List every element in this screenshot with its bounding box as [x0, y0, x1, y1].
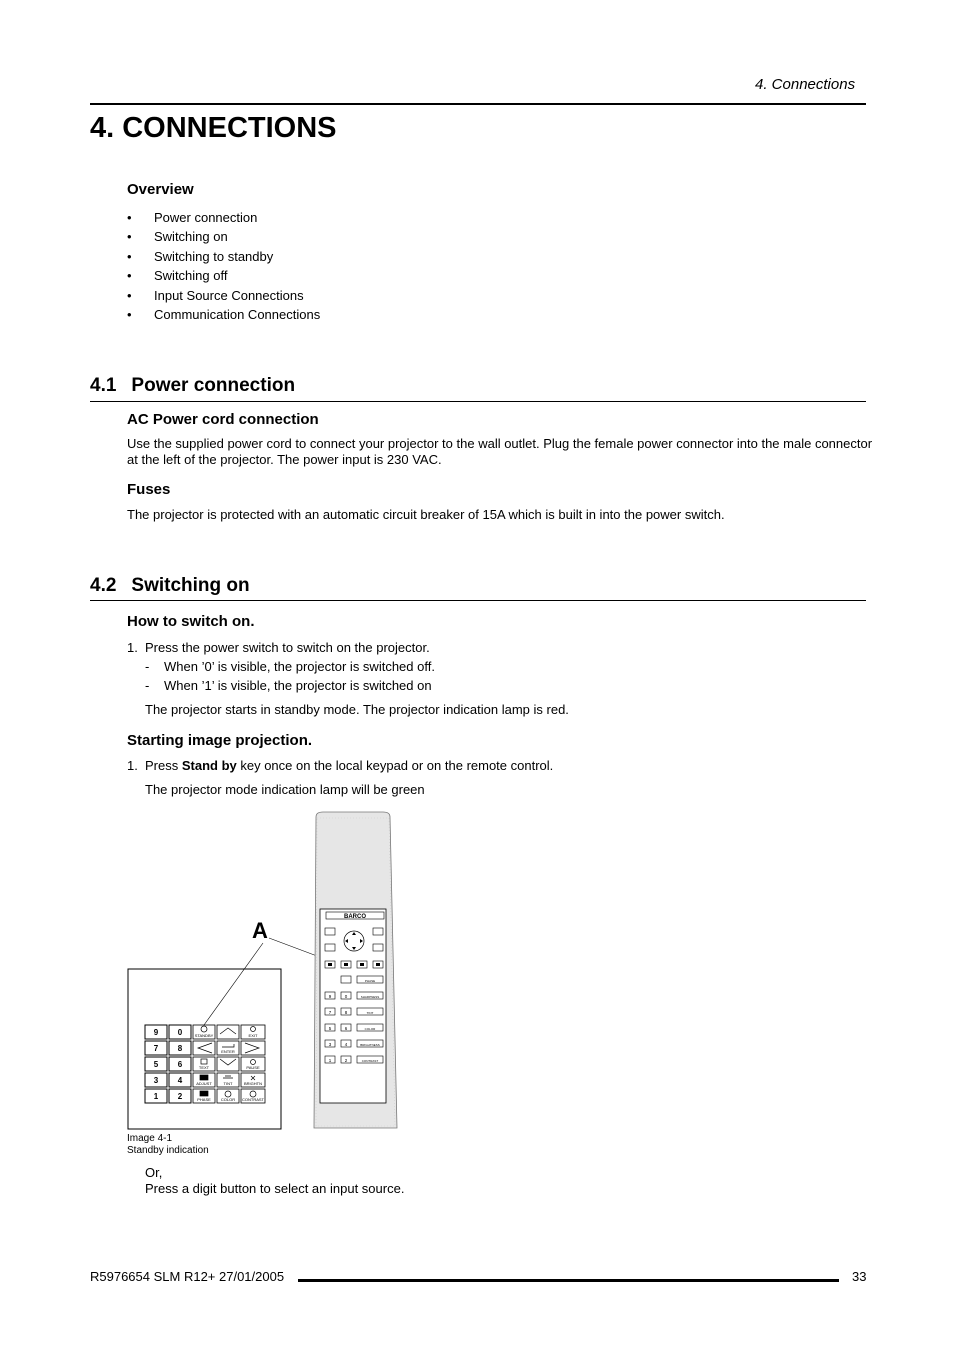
ac-power-heading: AC Power cord connection — [127, 411, 319, 428]
key-label: EXIT — [248, 1033, 258, 1038]
overview-list — [127, 210, 320, 326]
remote-key-9: 9 — [328, 994, 332, 999]
step-text: Press the power switch to switch on the projector. — [145, 640, 430, 655]
fuses-paragraph: The projector is protected with an automatic circuit breaker of 15A which is built in into the power switch. — [127, 507, 725, 522]
keypad-key-6: 6 — [177, 1060, 183, 1069]
keypad-key-9: 9 — [153, 1028, 159, 1037]
key-label: ENTER — [221, 1049, 235, 1054]
section-title: Switching on — [131, 575, 250, 596]
green-note: The projector mode indication lamp will be green — [145, 782, 425, 797]
phase-icon — [200, 1091, 208, 1096]
section-rule — [90, 600, 866, 601]
standby-indication-figure — [127, 810, 527, 1135]
ac-text-line: at the left of the projector. The power input is 230 VAC. — [127, 451, 442, 467]
ac-text-line: Use the supplied power cord to connect your projector to the wall outlet. Plug the female power connector into the male connector — [127, 436, 873, 451]
list-item: • Power connection — [127, 210, 320, 229]
list-item: • Input Source Connections — [127, 288, 320, 307]
chapter-title: 4. CONNECTIONS — [90, 112, 337, 144]
ac-power-paragraph — [127, 436, 887, 467]
footer-doc-info: R5976654 SLM R12+ 27/01/2005 — [90, 1269, 285, 1284]
key-label: COLOR — [220, 1097, 236, 1102]
step-number: 1. — [127, 640, 138, 655]
keypad-key-8: 8 — [177, 1044, 183, 1053]
remote-key-8: 8 — [344, 1010, 348, 1015]
remote-key-2: 2 — [344, 1058, 348, 1063]
section-number: 4.1 — [90, 375, 117, 396]
remote-key-6: 6 — [344, 1026, 348, 1031]
brand-logo: BARCO — [344, 914, 366, 920]
adjust-icon — [200, 1075, 208, 1080]
keypad-key-3: 3 — [153, 1076, 159, 1085]
remote-key-7: 7 — [328, 1010, 332, 1015]
digit-instruction: Press a digit button to select an input source. — [145, 1181, 405, 1196]
section-4-2-heading — [90, 575, 250, 597]
key-label: TEXT — [198, 1065, 210, 1070]
header-rule — [90, 103, 866, 105]
remote-key-label: TINT — [366, 1011, 374, 1015]
key-label: ADJUST — [196, 1081, 212, 1086]
list-item: • Communication Connections — [127, 307, 320, 326]
step-text: Press — [145, 758, 182, 773]
key-label: PAUSE — [246, 1065, 260, 1070]
footer-rule — [298, 1279, 839, 1282]
caption-text: Standby indication — [127, 1145, 209, 1156]
remote-key-4: 4 — [344, 1042, 348, 1047]
remote-key-5: 5 — [328, 1026, 332, 1031]
remote-key-label: CONTRAST — [361, 1059, 379, 1063]
key-label: PHASE — [197, 1097, 211, 1102]
caption-number: Image 4-1 — [127, 1133, 173, 1144]
keypad-key-2: 2 — [177, 1092, 183, 1101]
list-item: • Switching on — [127, 229, 320, 248]
step-number: 1. — [127, 758, 138, 773]
section-title: Power connection — [131, 375, 296, 396]
remote-key-0: 0 — [344, 994, 348, 999]
keypad-key-0: 0 — [177, 1028, 183, 1037]
remote-key-label: PHASE — [364, 979, 376, 983]
sub-step-text: When ’1’ is visible, the projector is switched on — [164, 678, 432, 693]
or-text: Or, — [145, 1165, 163, 1180]
step-text: key once on the local keypad or on the remote control. — [236, 758, 554, 773]
callout-label: A — [252, 918, 268, 943]
sub-dash: - — [145, 678, 150, 693]
key-label: BRIGHTN — [244, 1081, 262, 1086]
section-rule — [90, 401, 866, 402]
how-to-switch-on-heading: How to switch on. — [127, 613, 255, 630]
sub-step-text: When ’0’ is visible, the projector is switched off. — [164, 659, 435, 674]
list-item: • Switching to standby — [127, 249, 320, 268]
section-number: 4.2 — [90, 575, 117, 596]
key-label: STANDBY — [194, 1033, 214, 1038]
key-name: Stand by — [181, 758, 237, 773]
key-label: TINT — [223, 1081, 233, 1086]
fuses-heading: Fuses — [127, 481, 171, 498]
running-head: 4. Connections — [755, 76, 856, 93]
section-4-1-heading — [90, 375, 295, 397]
remote-key-label: COLOR — [364, 1027, 376, 1031]
remote-key-label: SHARPNESS — [360, 995, 380, 999]
keypad-key-4: 4 — [177, 1076, 183, 1085]
page-number: 33 — [852, 1269, 867, 1284]
keypad-key-7: 7 — [153, 1044, 159, 1053]
keypad-key-5: 5 — [153, 1060, 159, 1069]
key-label: CONTRAST — [242, 1097, 264, 1102]
remote-key-label: BRIGHTNESS — [360, 1043, 380, 1047]
keypad-key-1: 1 — [153, 1092, 159, 1101]
sub-dash: - — [145, 659, 150, 674]
list-item: • Switching off — [127, 268, 320, 287]
figure-caption — [127, 1133, 209, 1157]
remote-key-1: 1 — [328, 1058, 332, 1063]
standby-note: The projector starts in standby mode. The projector indication lamp is red. — [145, 702, 569, 717]
starting-projection-heading: Starting image projection. — [127, 732, 313, 749]
remote-key-3: 3 — [328, 1042, 332, 1047]
press-standby-step — [145, 758, 553, 773]
overview-heading: Overview — [127, 181, 194, 198]
